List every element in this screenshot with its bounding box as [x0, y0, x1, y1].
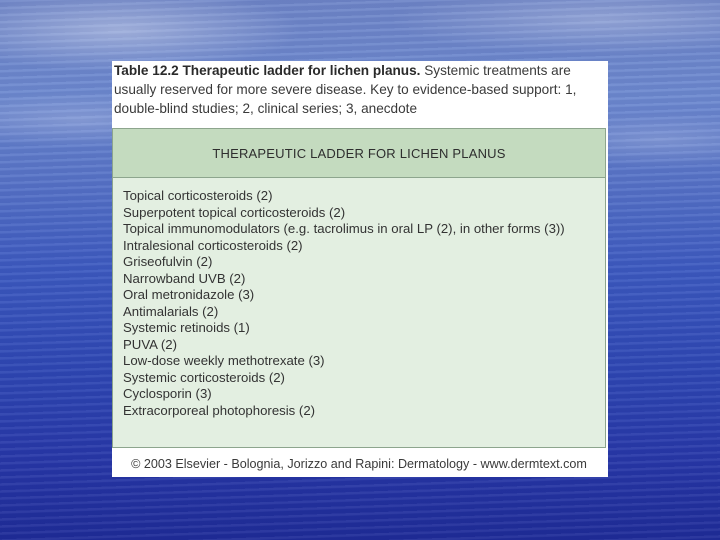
list-item: Narrowband UVB (2) [123, 270, 246, 286]
list-item: Cyclosporin (3) [123, 386, 212, 401]
list-item: Superpotent topical corticosteroids (2) [123, 204, 346, 220]
list-item: Griseofulvin (2) [123, 254, 213, 269]
therapy-list [113, 178, 605, 419]
list-item: Low-dose weekly methotrexate (3) [123, 353, 325, 368]
table-header: THERAPEUTIC LADDER FOR LICHEN PLANUS [113, 129, 605, 178]
list-item: Systemic corticosteroids (2) [123, 369, 285, 385]
copyright-footer: © 2003 Elsevier - Bolognia, Jorizzo and Rapini: Dermatology - www.dermtext.com [131, 457, 587, 471]
caption-text: Systemic treatments are usually reserved for more severe disease. Key to evidence-based support: 1, double-blind studies; 2, clinical series; 3, anecdote [114, 63, 577, 116]
list-item: Antimalarials (2) [123, 303, 219, 319]
list-item: Oral metronidazole (3) [123, 287, 255, 302]
list-item: Topical immunomodulators (e.g. tacrolimus in oral LP (2), in other forms (3)) [123, 221, 565, 236]
list-item: Topical corticosteroids (2) [123, 188, 273, 203]
therapy-table [112, 128, 606, 448]
list-item: Intralesional corticosteroids (2) [123, 237, 303, 253]
slide-card [112, 61, 608, 477]
list-item: Extracorporeal photophoresis (2) [123, 402, 316, 418]
list-item: PUVA (2) [123, 336, 177, 352]
caption-label: Table 12.2 Therapeutic ladder for lichen planus. [114, 63, 421, 78]
table-caption [114, 61, 604, 118]
list-item: Systemic retinoids (1) [123, 320, 250, 335]
